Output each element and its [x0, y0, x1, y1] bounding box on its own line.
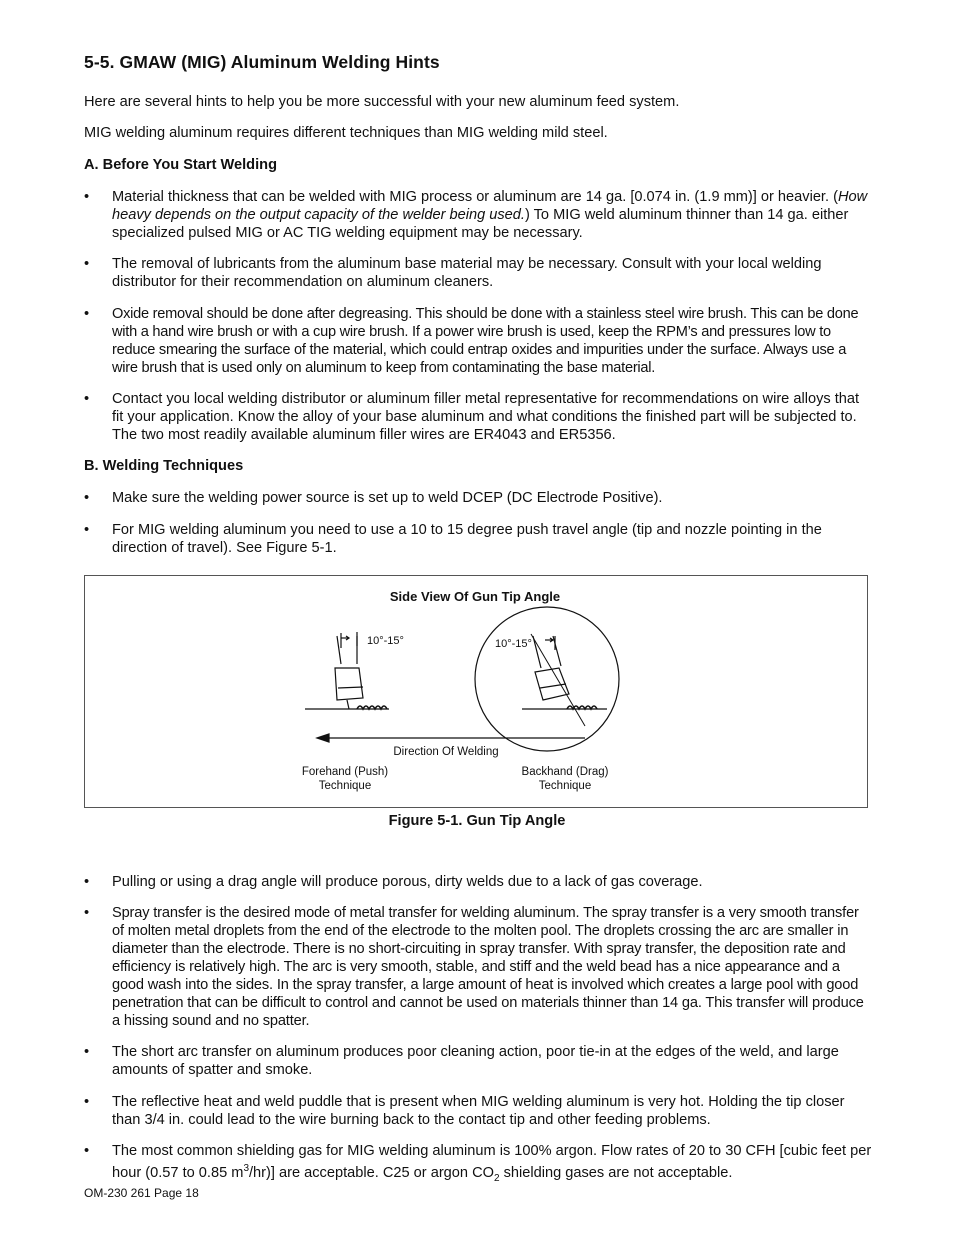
bullet-text: The removal of lubricants from the aluminum base material may be necessary. Consult with your local welding distributor for their recommendation on aluminum cleaners. [112, 256, 822, 290]
list-item [84, 390, 874, 444]
direction-label: Direction Of Welding [393, 746, 499, 758]
figure-heading: Side View Of Gun Tip Angle [389, 589, 561, 604]
bullet-icon: • [84, 306, 90, 322]
direction-arrow [317, 734, 585, 742]
bullet-text: The reflective heat and weld puddle that is present when MIG welding aluminum is very hot. Holding the tip closer than 3/4 in. could lead to the wire burning back to the contact tip and other feeding problems. [112, 1094, 845, 1128]
bullet-icon: • [84, 256, 90, 272]
bullet-text: The most common shielding gas for MIG welding aluminum is 100% argon. Flow rates of 20 to 30 CFH [cubic feet per hour (0.57 to 0.85 $m^3/hr$)] are acceptable. C25 or argon $CO_2$ shielding gases are not acceptable. [112, 1143, 872, 1184]
bullet-text: Make sure the welding power source is set up to weld DCEP (DC Electrode Positive). [112, 490, 663, 506]
backhand-label-line1: Backhand (Drag) [521, 766, 609, 778]
list-item [84, 255, 874, 291]
bullet-icon: • [84, 874, 90, 890]
subsection-a-title: A. Before You Start Welding [84, 157, 277, 173]
list-item [84, 1093, 874, 1129]
forehand-label-line1: Forehand (Push) [301, 766, 389, 778]
list-item [84, 1142, 874, 1188]
list-item [84, 1043, 874, 1079]
bullet-text: Material thickness that can be welded with MIG process or aluminum are 14 ga. [0.074 in. (1.9 mm)] or heavier. (How heavy depends on the output capacity of the welder being used.) To MIG weld aluminum thinner than 14 ga. either specialized pulsed MIG or AC TIG welding equipment may be necessary. [112, 189, 868, 241]
angle-label-right: 10°-15° [495, 638, 532, 650]
section-title: 5-5. GMAW (MIG) Aluminum Welding Hints [84, 52, 440, 72]
bullet-text: For MIG welding aluminum you need to use a 10 to 15 degree push travel angle (tip and nozzle pointing in the direction of travel). See Figure 5-1. [112, 522, 822, 556]
intro-paragraph-1: Here are several hints to help you be more successful with your new aluminum feed system. [84, 94, 680, 110]
figure-frame [84, 575, 868, 808]
bullet-text: The short arc transfer on aluminum produces poor cleaning action, poor tie-in at the edges of the weld, and large amounts of spatter and smoke. [112, 1044, 839, 1078]
gun-tip-angle-diagram [85, 576, 869, 809]
forehand-label-line2: Technique [318, 780, 372, 792]
figure-caption: Figure 5-1. Gun Tip Angle [388, 813, 566, 829]
bullet-icon: • [84, 905, 90, 921]
bullet-icon: • [84, 1044, 90, 1060]
bullet-text: Spray transfer is the desired mode of metal transfer for welding aluminum. The spray transfer is a very smooth transfer of molten metal droplets from the end of the electrode to the molten pool. The droplets crossing the arc are smaller in diameter than the electrode. There is no short-circuiting in spray transfer. With spray transfer, the deposition rate and efficiency is relatively high. The arc is very smooth, stable, and stiff and the weld bead has a nice appearance and a good wash into the sides. In the spray transfer, a large amount of heat is involved which creates a large pool with good penetration that can be difficult to control and cannot be used on materials thinner than 14 ga. This transfer will produce a hissing sound and no spatter. [112, 905, 864, 1029]
bullet-text: Oxide removal should be done after degreasing. This should be done with a stainless steel wire brush. This can be done with a hand wire brush or with a cup wire brush. If a power wire brush is used, keep the RPM’s and pressures low to reduce smearing the surface of the material, which could entrap oxides and impurities under the surface. Always use a wire brush that is used only on aluminum to keep from contaminating the base material. [112, 306, 859, 376]
bullet-icon: • [84, 1094, 90, 1110]
bullet-icon: • [84, 490, 90, 506]
bullet-icon: • [84, 189, 90, 205]
bullet-icon: • [84, 1143, 90, 1159]
bullet-icon: • [84, 522, 90, 538]
bullet-text: Pulling or using a drag angle will produce porous, dirty welds due to a lack of gas coverage. [112, 874, 703, 890]
intro-paragraph-2: MIG welding aluminum requires different techniques than MIG welding mild steel. [84, 125, 608, 141]
list-item [84, 873, 874, 891]
angle-label-left: 10°-15° [367, 635, 404, 647]
list-item [84, 305, 874, 377]
list-item [84, 489, 874, 507]
list-item [84, 904, 874, 1030]
list-item [84, 188, 874, 242]
list-item [84, 521, 874, 557]
bullet-icon: • [84, 391, 90, 407]
backhand-label-line2: Technique [538, 780, 592, 792]
subsection-b-title: B. Welding Techniques [84, 458, 244, 474]
backhand-gun [475, 607, 619, 751]
page-footer: OM-230 261 Page 18 [84, 1186, 199, 1200]
bullet-text: Contact you local welding distributor or aluminum filler metal representative for recommendations on wire alloys that fit your application. Know the alloy of your base aluminum and what conditions the finished part will be subjected to. The two most readily available aluminum filler wires are ER4043 and ER5356. [112, 391, 860, 443]
